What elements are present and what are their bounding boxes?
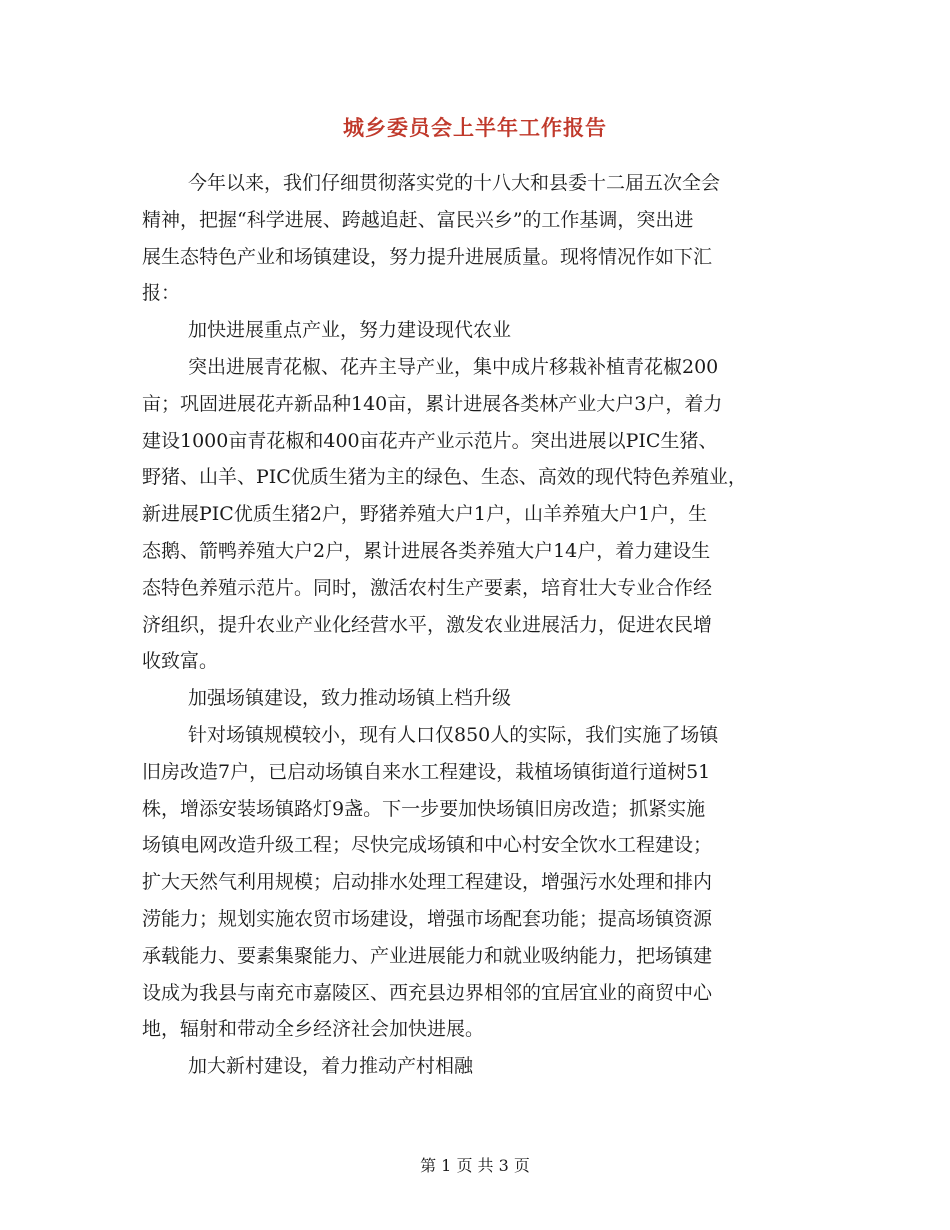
page-footer: 第 1 页 共 3 页 (420, 1156, 530, 1175)
body-line: 展生态特色产业和场镇建设，努力提升进展质量。现将情况作如下汇 (142, 245, 713, 268)
body-line: 地，辐射和带动全乡经济社会加快进展。 (142, 1018, 485, 1041)
body-line: 新进展PIC优质生猪2户，野猪养殖大户1户，山羊养殖大户1户，生 (142, 503, 708, 526)
document-body (142, 165, 832, 1085)
body-line: 野猪、山羊、PIC优质生猪为主的绿色、生态、高效的现代特色养殖业， (142, 466, 747, 489)
body-line: 报： (142, 282, 181, 305)
body-line: 株，增添安装场镇路灯9盏。下一步要加快场镇旧房改造；抓紧实施 (142, 797, 706, 820)
body-line: 旧房改造7户，已启动场镇自来水工程建设，栽植场镇街道行道树51 (142, 760, 711, 783)
body-line: 设成为我县与南充市嘉陵区、西充县边界相邻的宜居宜业的商贸中心 (142, 981, 713, 1004)
section-heading: 加快进展重点产业，努力建设现代农业 (188, 319, 512, 342)
body-line: 建设1000亩青花椒和400亩花卉产业示范片。突出进展以PIC生猪、 (142, 429, 718, 452)
body-line: 亩；巩固进展花卉新品种140亩，累计进展各类林产业大户3户，着力 (142, 392, 723, 415)
body-line: 收致富。 (142, 650, 219, 673)
section-heading: 加强场镇建设，致力推动场镇上档升级 (188, 687, 512, 710)
body-line: 精神，把握“科学进展、跨越追赶、富民兴乡”的工作基调，突出进 (142, 208, 694, 231)
body-line: 济组织，提升农业产业化经营水平，激发农业进展活力，促进农民增 (142, 613, 713, 636)
body-line: 今年以来，我们仔细贯彻落实党的十八大和县委十二届五次全会 (188, 172, 721, 194)
body-line: 态鹅、箭鸭养殖大户2户，累计进展各类养殖大户14户，着力建设生 (142, 539, 711, 562)
body-line: 涝能力；规划实施农贸市场建设，增强市场配套功能；提高场镇资源 (142, 907, 713, 930)
body-line: 针对场镇规模较小，现有人口仅850人的实际，我们实施了场镇 (188, 723, 719, 746)
body-line: 态特色养殖示范片。同时，激活农村生产要素，培育壮大专业合作经 (142, 576, 713, 599)
body-line: 扩大天然气利用规模；启动排水处理工程建设，增强污水处理和排内 (142, 871, 713, 894)
body-line: 场镇电网改造升级工程；尽快完成场镇和中心村安全饮水工程建设； (142, 834, 713, 857)
section-heading: 加大新村建设，着力推动产村相融 (188, 1055, 474, 1078)
body-line: 承载能力、要素集聚能力、产业进展能力和就业吸纳能力，把场镇建 (142, 944, 713, 967)
body-line: 突出进展青花椒、花卉主导产业，集中成片移栽补植青花椒200 (188, 355, 719, 378)
document-title: 城乡委员会上半年工作报告 (343, 115, 607, 140)
